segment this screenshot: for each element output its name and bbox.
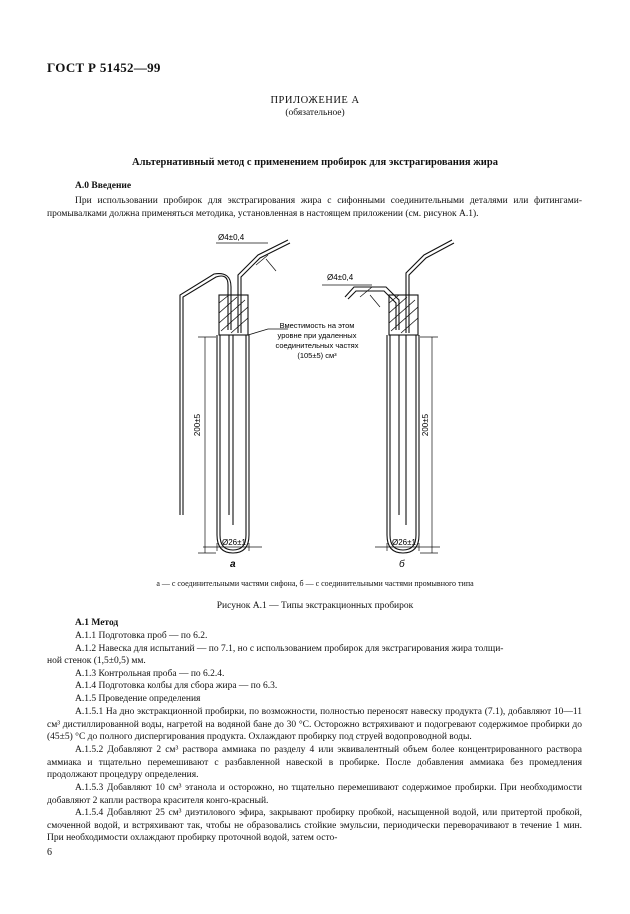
method-line: А.1.2 Навеска для испытаний — по 7.1, но с использованием пробирок для экстрагирования жира толщи- [75, 644, 504, 654]
tube-b-drawing [322, 240, 454, 553]
method-line: А.1.1 Подготовка проб — по 6.2. [75, 631, 208, 641]
document-code: ГОСТ Р 51452—99 [47, 60, 161, 75]
paragraph-a152: А.1.5.2 Добавляют 2 см³ раствора аммиака по разделу 4 или эквивалентный объем более концентрированного раствора аммиака и тщательно перемешивают с разбавленной навеской в пробирке. После добавления аммиака без промедления продолжают процедуру определения. [47, 745, 582, 780]
tube-a-height-label: 200±5 [193, 413, 202, 437]
tube-b-height-label: 200±5 [421, 413, 430, 437]
svg-text:соединительных частях: соединительных частях [275, 341, 359, 350]
extraction-tubes-figure [0, 225, 630, 570]
tube-b-bottom-diameter-label: Ø26±1 [392, 538, 416, 547]
tube-a-label: а [230, 559, 236, 570]
method-line: А.1.3 Контрольная проба — по 6.2.4. [75, 669, 225, 679]
appendix-subtitle: (обязательное) [285, 108, 345, 118]
svg-text:(105±5) см³: (105±5) см³ [297, 351, 337, 360]
page-number: 6 [47, 847, 52, 858]
method-line: А.1.4 Подготовка колбы для сбора жира — по 6.3. [75, 681, 278, 691]
paragraph-a153: А.1.5.3 Добавляют 10 см³ этанола и осторожно, но тщательно перемешивают содержимое пробирки. При необходимости добавляют 2 капли раствора красителя конго-красный. [47, 783, 582, 806]
figure-legend: а — с соединительными частями сифона, б — с соединительными частями промывного типа [156, 579, 474, 588]
capacity-note [276, 321, 359, 360]
intro-paragraph: При использовании пробирок для экстрагирования жира с сифонными соединительными деталями или фитингами-промывалками должна применяться методика, установленная в настоящем приложении (см. рисунок А.1). [47, 196, 582, 219]
appendix-title: ПРИЛОЖЕНИЕ А [270, 95, 360, 106]
tube-b-diameter-label: Ø4±0,4 [327, 273, 354, 282]
method-heading: А.1 Метод [75, 618, 119, 628]
svg-text:Вместимость на этом: Вместимость на этом [279, 321, 355, 330]
svg-text:уровне при удаленных: уровне при удаленных [277, 331, 357, 340]
tube-a-bottom-diameter-label: Ø26±1 [222, 538, 246, 547]
tube-a-drawing [180, 240, 290, 553]
tube-b-label: б [399, 559, 405, 570]
tube-a-diameter-label: Ø4±0,4 [218, 233, 245, 242]
method-line: ной стенок (1,5±0,5) мм. [47, 656, 146, 666]
paragraph-a151: А.1.5.1 На дно экстракционной пробирки, по возможности, полностью переносят навеску продукта (7.1), добавляют 10—11 см³ дистиллированной воды, нагретой на водяной бане до 30 °С. Осторожно встряхивают и подогревают содержимое пробирки до (45±5) °С до полного диспергирования продукта. Охлаждают пробирку под струей водопроводной воды. [47, 707, 582, 742]
section-title: Альтернативный метод с применением пробирок для экстрагирования жира [132, 157, 498, 168]
paragraph-a154: А.1.5.4 Добавляют 25 см³ диэтилового эфира, закрывают пробирку пробкой, насыщенной водой, или притертой пробкой, смоченной водой, и встряхивают так, чтобы не образовались стойкие эмульсии, периодически переворачивают в течение 1 мин. При необходимости охлаждают пробирку проточной водой, затем осто- [47, 808, 582, 843]
method-line: А.1.5 Проведение определения [75, 694, 201, 704]
intro-heading: А.0 Введение [75, 181, 132, 191]
figure-caption: Рисунок А.1 — Типы экстракционных пробирок [216, 601, 414, 611]
